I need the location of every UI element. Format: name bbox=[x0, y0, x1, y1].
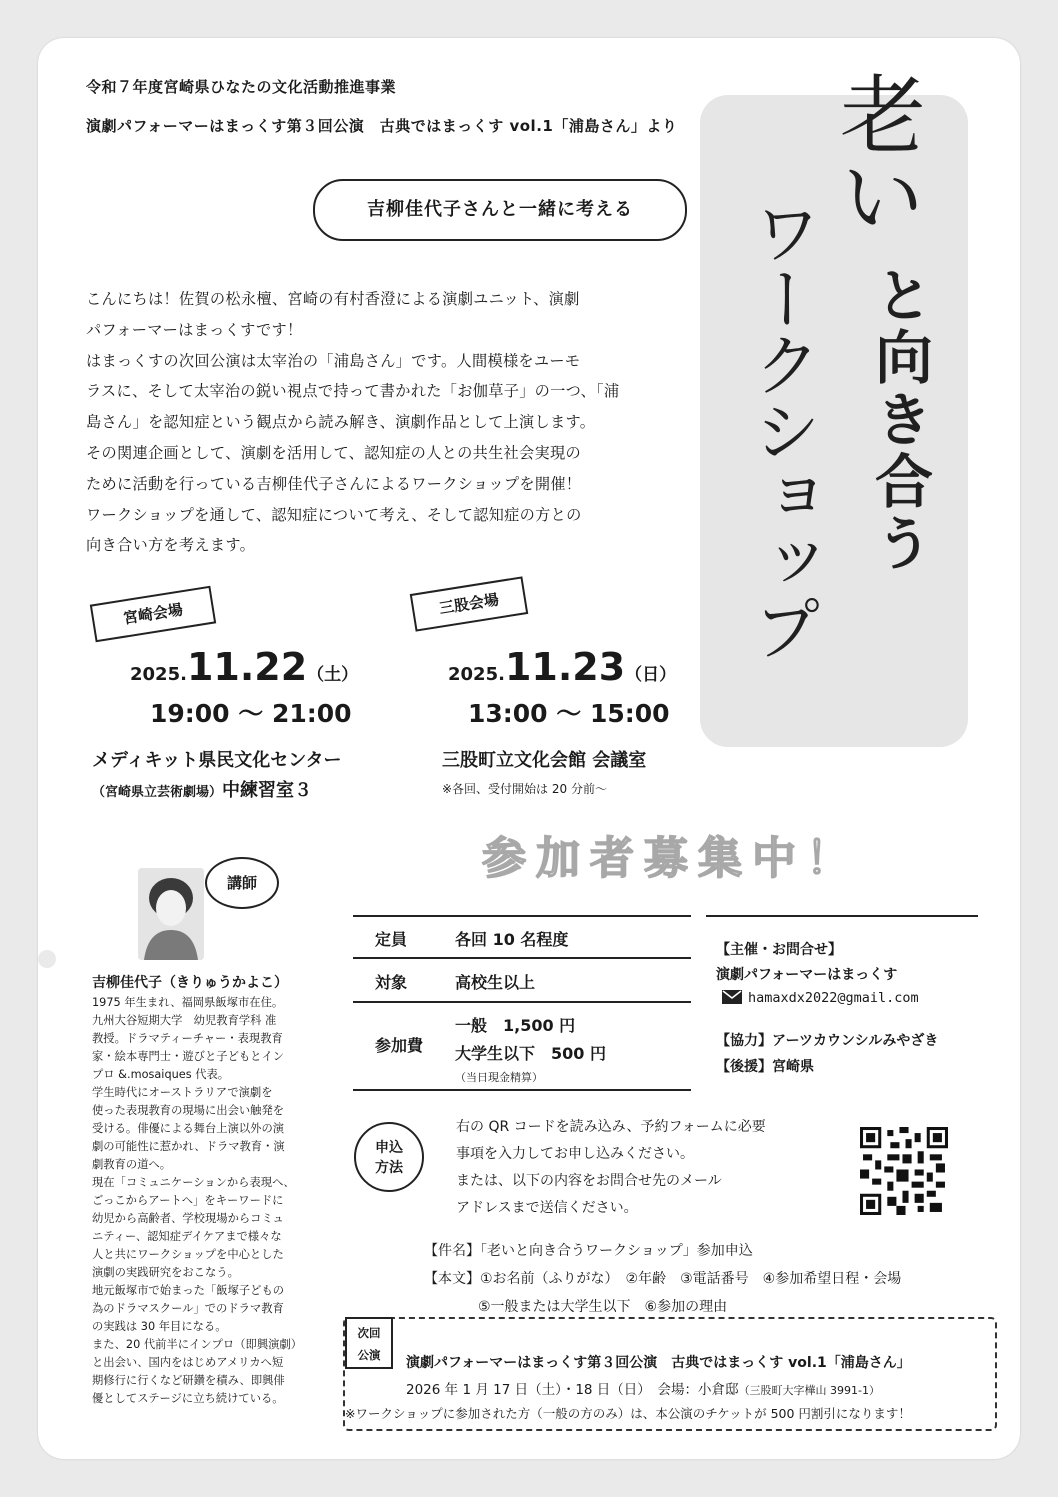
venue-time-mimata: 13:00 ～ 15:00 bbox=[468, 699, 670, 728]
body-line2: ⑤一般または大学生以下 ⑥参加の理由 bbox=[478, 1299, 728, 1315]
coop-label: 【協力】 bbox=[716, 1033, 772, 1049]
date-day: 11.23 bbox=[504, 645, 626, 689]
venue-sub: （宮崎県立芸術劇場） bbox=[92, 785, 223, 800]
apply-line: または、以下の内容をお問合せ先のメール bbox=[456, 1173, 722, 1189]
bio-line: 幼児から高齢者、学校現場からコミュ bbox=[92, 1212, 284, 1225]
bio-line: 人と共にワークショップを中心とした bbox=[92, 1248, 284, 1261]
apply-line: 事項を入力してお申し込みください。 bbox=[456, 1146, 694, 1162]
lecturer-photo bbox=[138, 868, 204, 960]
date-year: 2025. bbox=[130, 664, 187, 685]
bio-line: 受ける。俳優による舞台上演以外の演 bbox=[92, 1122, 285, 1135]
apply-line: アドレスまで送信ください。 bbox=[456, 1200, 638, 1216]
apply-badge bbox=[354, 1122, 424, 1192]
venue-ribbon-mimata: 三股会場 bbox=[410, 576, 529, 631]
next-date-text: 2026 年 1 月 17 日（土）・18 日（日） 会場：小倉邸 bbox=[406, 1382, 739, 1398]
venue-room: 中練習室３ bbox=[222, 780, 313, 801]
organizer-name: 演劇パフォーマーはまっくす bbox=[716, 967, 898, 983]
bio-line: ニティー、認知症デイケアまで様々な bbox=[92, 1230, 282, 1243]
title-oi: 老い bbox=[825, 70, 925, 234]
info-table bbox=[353, 915, 691, 1091]
bio-line: 為のドラマスクール」でのドラマ教育 bbox=[92, 1302, 284, 1315]
next-tag-line2: 公演 bbox=[357, 1348, 381, 1362]
contact-email[interactable]: hamaxdx2022@gmail.com bbox=[748, 990, 919, 1006]
bio-line: 学生時代にオーストラリアで演劇を bbox=[92, 1086, 273, 1099]
fee-student: 大学生以下 500 円 bbox=[455, 1044, 606, 1063]
intro-text bbox=[86, 284, 686, 561]
fee-general: 一般 1,500 円 bbox=[455, 1016, 576, 1035]
subject-label: 【件名】 bbox=[424, 1243, 480, 1259]
bio-line: プロ &.mosaiques 代表。 bbox=[92, 1068, 230, 1081]
date-weekday: （日） bbox=[625, 665, 677, 685]
next-date bbox=[406, 1378, 880, 1398]
bio-line: と出会い、国内をはじめアメリカへ短 bbox=[92, 1356, 284, 1369]
speech-bubble: 吉柳佳代子さんと一緒に考える bbox=[313, 179, 687, 241]
intro-line: 向き合い方を考えます。 bbox=[86, 536, 256, 555]
bio-line: ごっこからアートへ」をキーワードに bbox=[92, 1194, 284, 1207]
bio-line: 現在「コミュニケーションから表現へ、 bbox=[92, 1176, 295, 1189]
date-day: 11.22 bbox=[186, 645, 308, 689]
info-row-capacity bbox=[353, 917, 691, 959]
venue-room-miyazaki bbox=[92, 776, 312, 802]
qr-code-icon[interactable] bbox=[860, 1127, 948, 1215]
mail-subject bbox=[424, 1240, 753, 1260]
intro-line: 島さん」を認知症という観点から読み解き、演劇作品として上演します。 bbox=[86, 413, 596, 432]
apply-badge-line2: 方法 bbox=[375, 1160, 403, 1176]
header-line-1: 令和７年度宮崎県ひなたの文化活動推進事業 bbox=[86, 78, 397, 96]
date-year: 2025. bbox=[448, 664, 505, 685]
capacity-label: 定員 bbox=[375, 930, 408, 949]
fee-note: （当日現金精算） bbox=[455, 1071, 543, 1084]
bio-line: 教授。ドラマティーチャー・表現教育 bbox=[92, 1032, 283, 1045]
bio-line: また、20 代前半にインプロ（即興演劇） bbox=[92, 1338, 303, 1351]
support-label: 【後援】 bbox=[716, 1059, 772, 1075]
next-performance-tag bbox=[345, 1317, 393, 1369]
next-note: ※ワークショップに参加された方（一般の方のみ）は、本公演のチケットが 500 円割引になります！ bbox=[345, 1406, 911, 1421]
venue-name-mimata: 三股町立文化会館 会議室 bbox=[442, 750, 647, 771]
reception-note: ※各回、受付開始は 20 分前～ bbox=[442, 782, 607, 796]
venue-date-miyazaki bbox=[130, 645, 358, 689]
venue-date-mimata bbox=[448, 645, 676, 689]
apply-text bbox=[456, 1114, 836, 1222]
bio-line: 九州大谷短期大学 幼児教育学科 准 bbox=[92, 1014, 277, 1027]
lecturer-bio bbox=[92, 994, 326, 1408]
bio-line: 地元飯塚市で始まった「飯塚子どもの bbox=[92, 1284, 285, 1297]
bio-line: 期修行に行くなど研鑽を積み、即興俳 bbox=[92, 1374, 285, 1387]
subject-value: 「老いと向き合うワークショップ」参加申込 bbox=[480, 1243, 753, 1259]
intro-line: パフォーマーはまっくすです！ bbox=[86, 320, 303, 339]
info-row-fee bbox=[353, 1003, 691, 1091]
lecturer-badge: 講師 bbox=[205, 857, 279, 909]
coop-value: アーツカウンシルみやざき bbox=[772, 1033, 939, 1049]
fee-label: 参加費 bbox=[375, 1036, 424, 1055]
next-tag-line1: 次回 bbox=[357, 1326, 381, 1340]
title-to-muki: と向き合う bbox=[865, 265, 933, 575]
apply-badge-line1: 申込 bbox=[375, 1140, 403, 1156]
info-row-target bbox=[353, 959, 691, 1003]
target-label: 対象 bbox=[375, 973, 408, 992]
bio-line: の実践は 30 年目になる。 bbox=[92, 1320, 227, 1333]
intro-line: はまっくすの次回公演は太宰治の「浦島さん」です。人間模様をユーモ bbox=[86, 351, 581, 370]
bio-line: 演劇の実践研究をおこなう。 bbox=[92, 1266, 239, 1279]
venue-ribbon-miyazaki: 宮崎会場 bbox=[90, 586, 216, 643]
intro-line: ために活動を行っている吉柳佳代子さんによるワークショップを開催！ bbox=[86, 474, 582, 493]
scan-mark bbox=[38, 950, 56, 968]
bio-line: 優としてステージに立ち続けている。 bbox=[92, 1392, 284, 1405]
title-workshop: ワークショップ bbox=[742, 198, 821, 660]
next-title: 演劇パフォーマーはまっくす第３回公演 古典ではまっくす vol.1「浦島さん」 bbox=[406, 1355, 911, 1371]
bio-line: 劇の可能性に惹かれ、ドラマ教育・演 bbox=[92, 1140, 285, 1153]
next-address: （三股町大字樺山 3991-1） bbox=[738, 1384, 881, 1397]
lecturer-name: 吉柳佳代子（きりゅうかよこ） bbox=[92, 975, 288, 991]
body-label: 【本文】 bbox=[424, 1271, 480, 1287]
target-value: 高校生以上 bbox=[455, 973, 536, 992]
intro-line: ラスに、そして太宰治の鋭い視点で持って書かれた「お伽草子」の一つ、「浦 bbox=[86, 382, 620, 401]
mail-body bbox=[424, 1268, 901, 1288]
intro-line: こんにちは！佐賀の松永檀、宮崎の有村香澄による演劇ユニット、演劇 bbox=[86, 290, 580, 308]
recruiting-text: 参加者募集中！ bbox=[482, 833, 860, 884]
bio-line: 家・絵本専門士・遊びと子どもとイン bbox=[92, 1050, 285, 1063]
venue-time-miyazaki: 19:00 ～ 21:00 bbox=[150, 699, 352, 728]
bio-line: 劇教育の道へ。 bbox=[92, 1158, 172, 1171]
capacity-value: 各回 10 名程度 bbox=[455, 930, 569, 949]
date-weekday: （土） bbox=[307, 665, 359, 685]
mail-icon bbox=[722, 990, 742, 1008]
intro-line: ワークショップを通して、認知症について考え、そして認知症の方との bbox=[86, 505, 582, 524]
bio-line: 1975 年生まれ、福岡県飯塚市在住。 bbox=[92, 996, 284, 1009]
lecturer-portrait-icon bbox=[138, 868, 204, 960]
header-line-2: 演劇パフォーマーはまっくす第３回公演 古典ではまっくす vol.1「浦島さん」より bbox=[86, 117, 678, 135]
contact-block bbox=[706, 915, 978, 1075]
support-value: 宮崎県 bbox=[772, 1059, 814, 1075]
apply-line: 右の QR コードを読み込み、予約フォームに必要 bbox=[456, 1119, 766, 1135]
intro-line: その関連企画として、演劇を活用して、認知症の人との共生社会実現の bbox=[86, 443, 581, 462]
bio-line: 使った表現教育の現場に出会い触発を bbox=[92, 1104, 285, 1117]
body-line1: ①お名前（ふりがな） ②年齢 ③電話番号 ④参加希望日程・会場 bbox=[480, 1271, 902, 1287]
venue-name-miyazaki: メディキット県民文化センター bbox=[92, 750, 342, 771]
organizer-label: 【主催・お問合せ】 bbox=[716, 942, 842, 958]
